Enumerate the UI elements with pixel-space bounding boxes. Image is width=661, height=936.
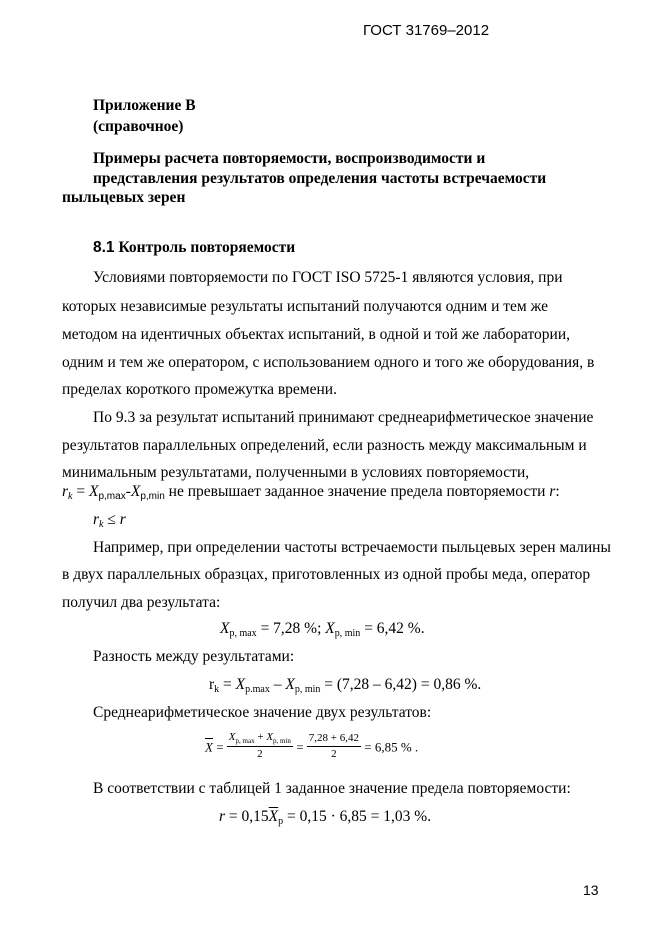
limit-mean-subscript: p <box>278 816 284 827</box>
result-max-value: = 7,28 %; <box>256 620 326 637</box>
paragraph-1-line-1: Условиями повторяемости по ГОСТ ISO 5725-1 являются условия, при <box>93 269 563 286</box>
paragraph-1-line-4: одним и тем же оператором, с использованием одного и того же оборудования, в <box>62 354 595 371</box>
condition-r-symbol: r <box>93 511 100 528</box>
paragraph-2-line-3: минимальным результатами, полученными в условиях повторяемости, <box>62 464 530 481</box>
mean-label: Среднеарифметическое значение двух результатов: <box>93 704 432 721</box>
section-heading <box>93 239 295 258</box>
difference-formula <box>209 676 481 696</box>
limit-coefficient: = 0,15 <box>225 808 269 825</box>
formula-description: не превышает заданное значение предела повторяемости <box>164 483 550 500</box>
condition-r-subscript: k <box>99 519 104 530</box>
mean-symbol: $\overline{X}$ <box>205 739 213 755</box>
mean-num-a-subscript: p, max <box>235 737 255 745</box>
page-number: 13 <box>583 882 599 898</box>
results-formula <box>220 620 425 640</box>
formula-x-max-symbol: X <box>89 483 99 500</box>
formula-limit-symbol: r <box>549 483 556 500</box>
difference-x-max-symbol: X <box>235 676 246 693</box>
mean-fraction-numeric <box>307 732 361 761</box>
appendix-heading-line-3: пыльцевых зерен <box>62 189 186 206</box>
difference-x-min-subscript: p, min <box>294 684 321 695</box>
mean-denominator: 2 <box>257 748 263 761</box>
limit-mean-symbol: $\overline{X}$ <box>268 808 279 825</box>
result-max-subscript: p, max <box>229 628 257 639</box>
mean-numeric-numerator: 7,28 + 6,42 <box>307 732 361 747</box>
paragraph-2-line-1: По 9.3 за результат испытаний принимают среднеарифметическое значение <box>93 409 594 426</box>
condition-formula <box>93 511 126 531</box>
difference-x-max-subscript: p.max <box>245 684 270 695</box>
result-min-value: = 6,42 %. <box>360 620 425 637</box>
paragraph-1-line-5: пределах короткого промежутка времени. <box>62 381 337 398</box>
limit-r-symbol: r <box>219 808 226 825</box>
mean-equals-1: = <box>212 739 227 755</box>
formula-x-min-subscript: p,min <box>140 491 165 502</box>
difference-x-min-symbol: X <box>285 676 295 693</box>
paragraph-1-line-3: методом на идентичных объектах испытаний, в одной и той же лаборатории, <box>62 326 571 343</box>
difference-r-symbol: r <box>209 676 215 693</box>
difference-minus: – <box>269 676 286 693</box>
difference-value: = (7,28 – 6,42) = 0,86 %. <box>320 676 482 693</box>
difference-label: Разность между результатами: <box>93 648 295 665</box>
formula-r-subscript: k <box>68 491 73 502</box>
formula-equals: = <box>72 483 89 500</box>
document-header: ГОСТ 31769–2012 <box>363 22 490 39</box>
formula-x-max-subscript: p,max <box>98 491 126 502</box>
formula-r-symbol: r <box>62 483 69 500</box>
paragraph-3-line-2: в двух параллельных образцах, приготовленных из одной пробы меда, оператор <box>62 566 591 583</box>
difference-r-subscript: k <box>214 684 220 695</box>
mean-num-b-subscript: p, min <box>273 737 291 745</box>
appendix-title: Приложение В <box>93 97 196 114</box>
condition-limit-symbol: r <box>119 511 126 528</box>
condition-le: ≤ <box>103 511 120 528</box>
result-min-subscript: p, min <box>334 628 361 639</box>
result-min-symbol: X <box>325 620 335 637</box>
mean-formula <box>205 733 418 764</box>
paragraph-3-line-1: Например, при определении частоты встречаемости пыльцевых зерен малины <box>93 539 611 556</box>
table-reference-label: В соответствии с таблицей 1 заданное значение предела повторяемости: <box>93 780 571 797</box>
formula-minus: - <box>125 483 131 500</box>
limit-value: = 0,15 · 6,85 = 1,03 %. <box>283 808 432 825</box>
formula-colon: : <box>555 483 560 500</box>
difference-equals: = <box>219 676 236 693</box>
mean-result: = 6,85 % . <box>361 739 419 755</box>
limit-formula <box>219 808 431 828</box>
paragraph-1-line-2: которых независимые результаты испытаний получаются одним и тем же <box>62 298 548 315</box>
appendix-status: (справочное) <box>93 118 184 135</box>
mean-numeric-denominator: 2 <box>331 747 337 760</box>
appendix-heading-line-2: представления результатов определения частоты встречаемости <box>93 170 547 187</box>
paragraph-2-line-2: результатов параллельных определений, если разность между максимальным и <box>62 437 587 454</box>
repeatability-formula-line <box>62 483 560 503</box>
mean-plus: + <box>254 731 267 743</box>
paragraph-3-line-3: получил два результата: <box>62 594 221 611</box>
result-max-symbol: X <box>220 620 230 637</box>
mean-equals-2: = <box>292 739 307 755</box>
mean-num-a: X <box>228 731 236 743</box>
mean-fraction-symbolic <box>227 731 293 762</box>
section-number: 8.1 <box>93 239 115 256</box>
mean-num-b: X <box>266 731 274 743</box>
section-title: Контроль повторяемости <box>118 239 296 256</box>
appendix-heading-line-1: Примеры расчета повторяемости, воспроизводимости и <box>93 150 486 167</box>
formula-x-min-symbol: X <box>130 483 141 500</box>
